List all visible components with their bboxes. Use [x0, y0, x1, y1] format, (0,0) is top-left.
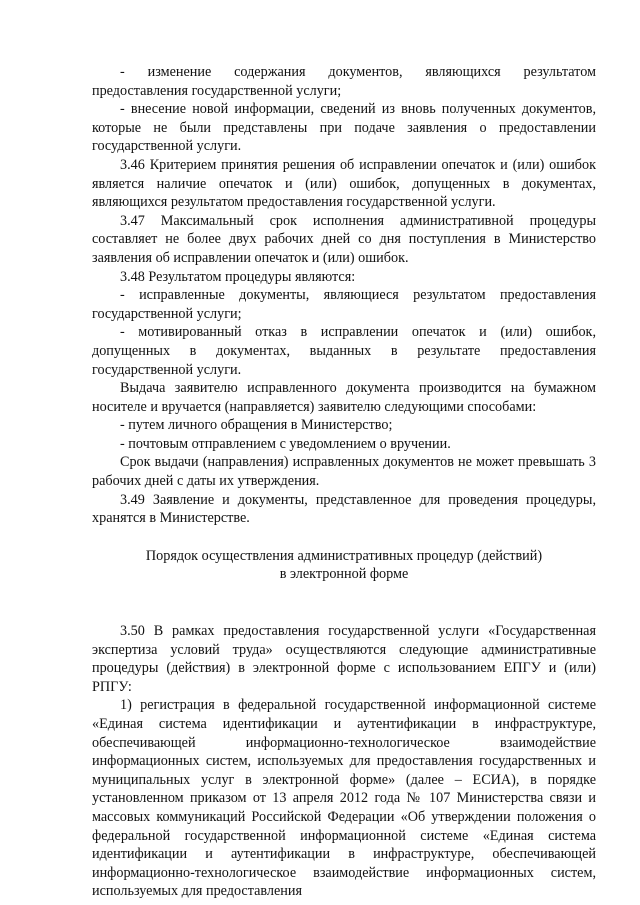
document-page [92, 63, 596, 901]
paragraph-corrected-documents: - исправленные документы, являющиеся результатом предоставления государственной услуги; [92, 287, 596, 322]
paragraph-motivated-refusal: - мотивированный отказ в исправлении опечаток и (или) ошибок, допущенных в документах, выданных в результате предоставления государственной услуги. [92, 324, 596, 378]
paragraph-3-47: 3.47 Максимальный срок исполнения административной процедуры составляет не более двух рабочих дней со дня поступления в Министерство заявления об исправлении опечаток и (или) ошибок. [92, 212, 596, 266]
paragraph-3-50: 3.50 В рамках предоставления государственной услуги «Государственная экспертиза условий труда» осуществляются следующие административные процедуры (действия) в электронной форме с использованием ЕПГУ и (или) РПГУ: [92, 623, 596, 695]
paragraph-3-48: 3.48 Результатом процедуры являются: [120, 268, 356, 285]
paragraph-issuance: Выдача заявителю исправленного документа производится на бумажном носителе и вручается (направляется) заявителю следующими способами: [92, 380, 596, 415]
paragraph-postal-delivery: - почтовым отправлением с уведомлением о вручении. [120, 435, 451, 452]
section-heading-line-1: Порядок осуществления административных процедур (действий) [145, 547, 543, 564]
paragraph-new-information: - внесение новой информации, сведений из вновь полученных документов, которые не были представлены при подаче заявления о предоставлении государственной услуги. [92, 101, 596, 155]
paragraph-personal-visit: - путем личного обращения в Министерство; [120, 417, 393, 434]
section-heading-line-2: в электронной форме [279, 566, 409, 583]
section-heading [92, 547, 596, 584]
paragraph-esia-registration: 1) регистрация в федеральной государственной информационной системе «Единая система идентификации и аутентификации в инфраструктуре, обеспечивающей информационно-технологическое взаимодействие информационных систем, используемых для предоставления государственных и муниципальных услуг в электронной форме» (далее – ЕСИА), в порядке установленном приказом от 13 апреля 2012 года № 107 Министерства связи и массовых коммуникаций Российской Федерации «Об утверждении положения о федеральной государственной информационной системе «Единая система идентификации и аутентификации в инфраструктуре, обеспечивающей информационно-технологическое взаимодействие информационных систем, используемых для предоставления [92, 697, 596, 900]
paragraph-3-46: 3.46 Критерием принятия решения об исправлении опечаток и (или) ошибок является наличие опечаток и (или) ошибок, допущенных в документах, являющихся результатом предоставления государственной услуги. [92, 156, 596, 211]
paragraph-issuance-term: Срок выдачи (направления) исправленных документов не может превышать 3 рабочих дней с даты их утверждения. [92, 454, 596, 490]
paragraph-change-content: - изменение содержания документов, являющихся результатом предоставления государственной услуги; [92, 64, 596, 99]
paragraph-3-49: 3.49 Заявление и документы, представленное для проведения процедуры, хранятся в Министерстве. [92, 491, 596, 527]
